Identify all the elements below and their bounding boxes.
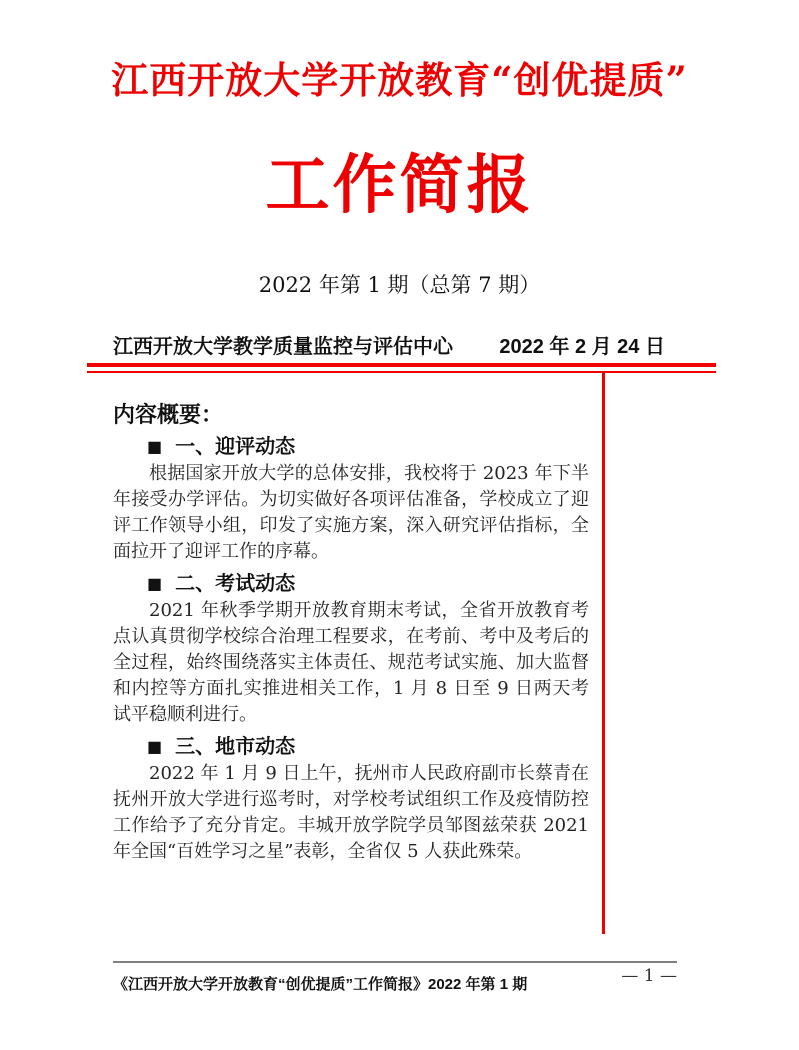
section-2-heading-text: 二、考试动态 xyxy=(175,571,296,595)
section-3 xyxy=(113,733,589,865)
section-1 xyxy=(113,433,589,565)
square-bullet-icon: ■ xyxy=(147,437,163,456)
issue-date: 2022 年 2 月 24 日 xyxy=(499,336,665,358)
summary-heading: 内容概要： xyxy=(113,402,224,427)
section-3-heading xyxy=(147,733,589,761)
right-margin-red-line xyxy=(602,373,605,934)
footer-publication-title: 《江西开放大学开放教育“创优提质”工作简报》2022 年第 1 期 xyxy=(113,976,528,993)
section-2-heading xyxy=(147,570,589,598)
page-number: — 1 — xyxy=(621,966,677,986)
issuer-row xyxy=(113,330,665,359)
section-1-heading-text: 一、迎评动态 xyxy=(175,434,296,458)
section-1-heading xyxy=(147,433,589,461)
section-2 xyxy=(113,570,589,728)
bulletin-super-title: 江西开放大学开放教育“创优提质” xyxy=(111,58,688,102)
section-1-body: 根据国家开放大学的总体安排，我校将于 2023 年下半年接受办学评估。为切实做好各项评估准备，学校成立了迎评工作领导小组，印发了实施方案，深入研究评估指标，全面拉开了迎评工作的序幕。 xyxy=(113,463,589,562)
section-3-body: 2022 年 1 月 9 日上午，抚州市人民政府副市长蔡青在抚州开放大学进行巡考时，对学校考试组织工作及疫情防控工作给予了充分肯定。丰城开放学院学员邹图兹荣获 2021 年全国“百姓学习之星”表彰，全省仅 5 人获此殊荣。 xyxy=(113,763,589,862)
section-3-heading-text: 三、地市动态 xyxy=(175,734,296,758)
issuer-name: 江西开放大学教学质量监控与评估中心 xyxy=(113,336,453,358)
bulletin-main-title: 工作简报 xyxy=(265,148,534,223)
issue-number-line: 2022 年第 1 期（总第 7 期） xyxy=(258,273,541,297)
square-bullet-icon: ■ xyxy=(147,574,163,593)
masthead-divider-thick-line xyxy=(87,363,716,367)
section-2-body: 2021 年秋季学期开放教育期末考试，全省开放教育考点认真贯彻学校综合治理工程要求，在考前、考中及考后的全过程，始终围绕落实主体责任、规范考试实施、加大监督和内控等方面扎实推进相关工作，1 月 8 日至 9 日两天考试平稳顺利进行。 xyxy=(113,600,589,725)
content-area xyxy=(113,402,589,865)
square-bullet-icon: ■ xyxy=(147,737,163,756)
footer-divider-line xyxy=(113,961,677,963)
masthead-divider-thin-line xyxy=(87,371,716,373)
